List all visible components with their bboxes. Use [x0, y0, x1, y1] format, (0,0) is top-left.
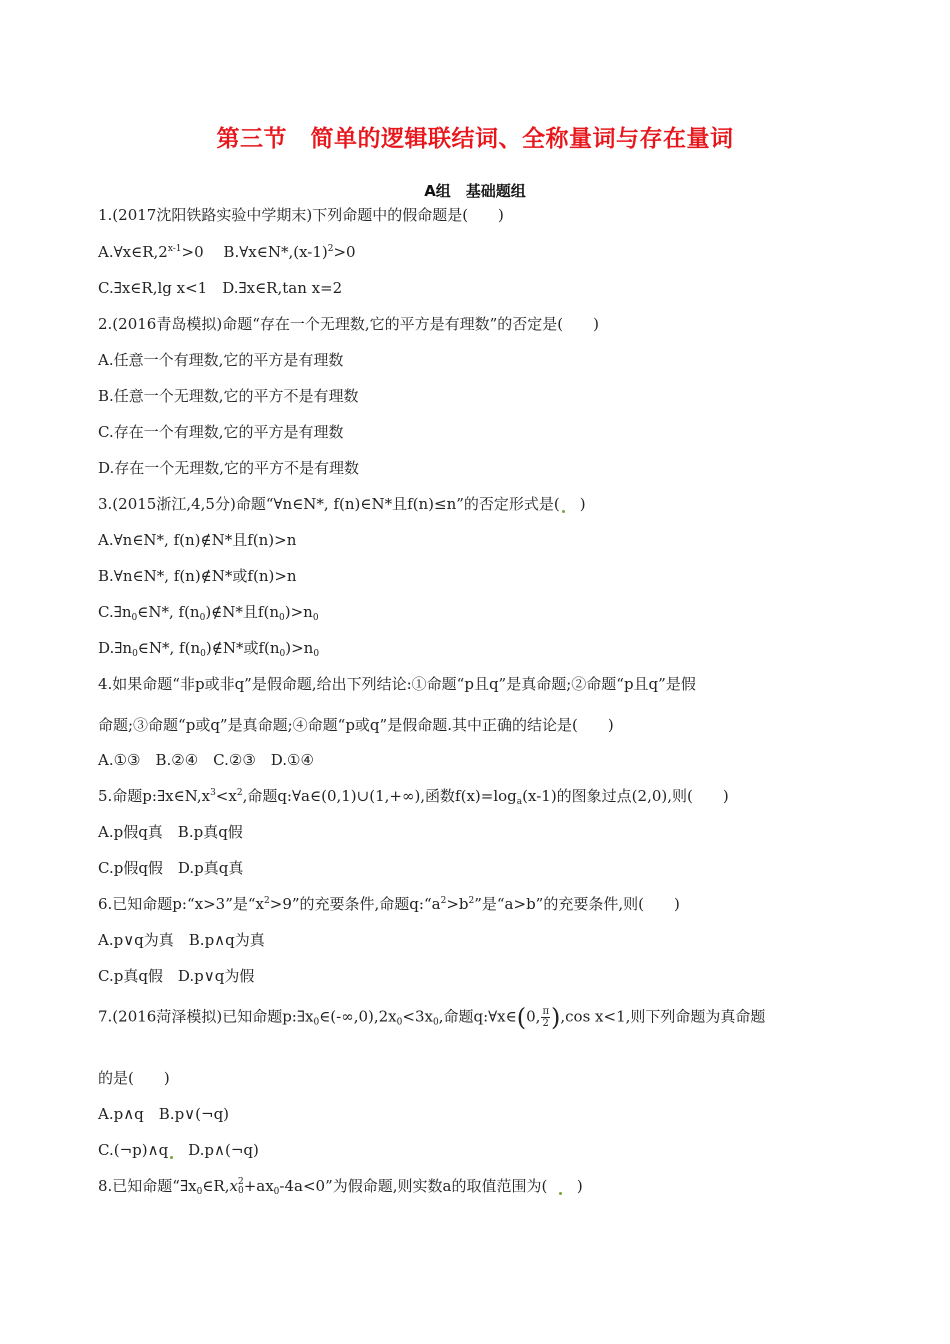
text-part: <x — [215, 787, 237, 805]
question-6-options-ab: A.p∨q为真 B.p∧q为真 — [98, 931, 265, 949]
exponent: 2 — [468, 896, 475, 906]
subscript: 0 — [432, 1017, 439, 1028]
subscript: 0 — [200, 649, 206, 659]
subscript: a — [516, 797, 523, 807]
text-part: +ax — [243, 1177, 274, 1195]
question-7-stem-line-2: 的是( ) — [98, 1069, 170, 1087]
text-part: D.p∧(¬q) — [173, 1141, 259, 1159]
text-part: ∈(-∞,0),2x — [319, 1007, 397, 1026]
text-part: ,cos x<1,则下列命题为真命题 — [560, 1007, 766, 1026]
text-part: 5.命题p:∃x∈N,x — [98, 787, 211, 805]
question-3-option-c — [98, 602, 319, 622]
subscript: 0 — [131, 613, 138, 623]
text-part: (x-1)的图象过点(2,0),则( ) — [522, 787, 729, 805]
question-7-stem — [98, 1003, 766, 1032]
fraction-numerator: π — [542, 1006, 550, 1017]
text-part: -4a<0”为假命题,则实数a的取值范围为( — [279, 1177, 548, 1195]
question-2-option-c: C.存在一个有理数,它的平方是有理数 — [98, 423, 344, 441]
exponent: x-1 — [167, 244, 182, 254]
text-part: )∉N*或f(n — [205, 639, 280, 657]
question-5-stem — [98, 786, 729, 806]
question-1-options-cd: C.∃x∈R,lg x<1 D.∃x∈R,tan x=2 — [98, 279, 343, 297]
exponent: 2 — [236, 788, 243, 798]
left-parenthesis: ( — [516, 1003, 527, 1032]
right-parenthesis: ) — [551, 1003, 561, 1032]
text-part: C.(¬p)∧q — [98, 1141, 169, 1159]
text-part: ∈N*, f(n — [137, 603, 200, 621]
option-b-text: B.∀x∈N*,(x-1) — [223, 243, 328, 261]
option-b-tail: >0 — [333, 243, 356, 261]
subscript: 0 — [312, 613, 319, 623]
subscript: 0 — [132, 649, 138, 659]
question-2-option-a: A.任意一个有理数,它的平方是有理数 — [98, 351, 344, 369]
question-1-options-ab — [98, 242, 356, 262]
page-title: 第三节 简单的逻辑联结词、全称量词与存在量词 — [216, 126, 734, 152]
option-a-text: A.∀x∈R,2 — [98, 243, 168, 261]
exponent: 2 — [327, 244, 334, 254]
exponent: 2 — [440, 896, 447, 906]
exponent: 2 — [264, 896, 270, 906]
text-part: ,命题q:∀x∈ — [438, 1007, 517, 1026]
text-part: ”是“a>b”的充要条件,则( ) — [474, 895, 680, 913]
subscript: 0 — [313, 649, 320, 659]
question-7-options-ab: A.p∧q B.p∨(¬q) — [98, 1105, 230, 1123]
text-part: ,命题q:∀a∈(0,1)∪(1,+∞),函数f(x)=log — [242, 787, 517, 805]
question-4-stem-line-1: 4.如果命题“非p或非q”是假命题,给出下列结论:①命题“p且q”是真命题;②命题“p且q”是假 — [98, 675, 696, 693]
section-heading: A组 基础题组 — [424, 182, 526, 200]
question-5-options-ab: A.p假q真 B.p真q假 — [98, 823, 243, 841]
text-part: D.∃n — [98, 639, 133, 657]
question-6-options-cd: C.p真q假 D.p∨q为假 — [98, 967, 255, 985]
question-3-option-d — [98, 638, 319, 658]
text-part: 7.(2016菏泽模拟)已知命题p:∃x — [98, 1007, 314, 1026]
question-4-options: A.①③ B.②④ C.②③ D.①④ — [98, 751, 314, 769]
subscript: 0 — [313, 1017, 320, 1028]
variable-x: x — [229, 1177, 238, 1195]
subscript: 0 — [279, 649, 286, 659]
fraction-pi-over-2 — [541, 1006, 550, 1029]
text-part: )∉N*且f(n — [205, 603, 279, 621]
question-3-stem-text: 3.(2015浙江,4,5分)命题“∀n∈N*, f(n)∈N*且f(n)≤n”的否定形式是( — [98, 495, 560, 513]
question-5-options-cd: C.p假q假 D.p真q真 — [98, 859, 244, 877]
text-part: >9”的充要条件,命题q:“a — [269, 895, 441, 913]
question-7-options-cd — [98, 1140, 259, 1160]
text-part: ∈N*, f(n — [137, 639, 201, 657]
option-a-tail: >0 — [181, 243, 204, 261]
subscript: 0 — [396, 1017, 403, 1028]
exponent: 2 — [237, 1177, 244, 1187]
text-part: <3x — [402, 1007, 433, 1026]
text-part: 6.已知命题p:“x>3”是“x — [98, 895, 265, 913]
text-part: ∈R, — [202, 1177, 230, 1195]
exponent: 3 — [210, 788, 216, 798]
question-2-option-b: B.任意一个无理数,它的平方不是有理数 — [98, 387, 359, 405]
interval-start: 0, — [526, 1007, 541, 1026]
question-3-stem-close: ) — [564, 495, 586, 513]
text-part: C.∃n — [98, 603, 132, 621]
question-2-option-d: D.存在一个无理数,它的平方不是有理数 — [98, 459, 360, 477]
question-3-stem — [98, 494, 586, 514]
fraction-denominator: 2 — [542, 1018, 549, 1029]
text-part: )>n — [285, 639, 314, 657]
text-part: 8.已知命题“∃x — [98, 1177, 197, 1195]
text-part: )>n — [284, 603, 313, 621]
subscript: 0 — [237, 1186, 244, 1196]
question-3-option-b: B.∀n∈N*, f(n)∉N*或f(n)>n — [98, 567, 297, 585]
question-6-stem — [98, 894, 680, 914]
text-part: ) — [561, 1177, 583, 1195]
question-4-stem-line-2: 命题;③命题“p或q”是真命题;④命题“p或q”是假命题.其中正确的结论是( ) — [98, 716, 614, 734]
subscript: 0 — [273, 1187, 280, 1197]
question-2-stem: 2.(2016青岛模拟)命题“存在一个无理数,它的平方是有理数”的否定是( ) — [98, 315, 600, 333]
subscript: 0 — [196, 1187, 203, 1197]
subscript: 0 — [278, 613, 285, 623]
question-3-option-a: A.∀n∈N*, f(n)∉N*且f(n)>n — [98, 531, 297, 549]
subscript: 0 — [199, 613, 206, 623]
question-1-stem: 1.(2017沈阳铁路实验中学期末)下列命题中的假命题是( ) — [98, 206, 504, 224]
text-part: >b — [446, 895, 469, 913]
question-8-stem — [98, 1176, 583, 1196]
